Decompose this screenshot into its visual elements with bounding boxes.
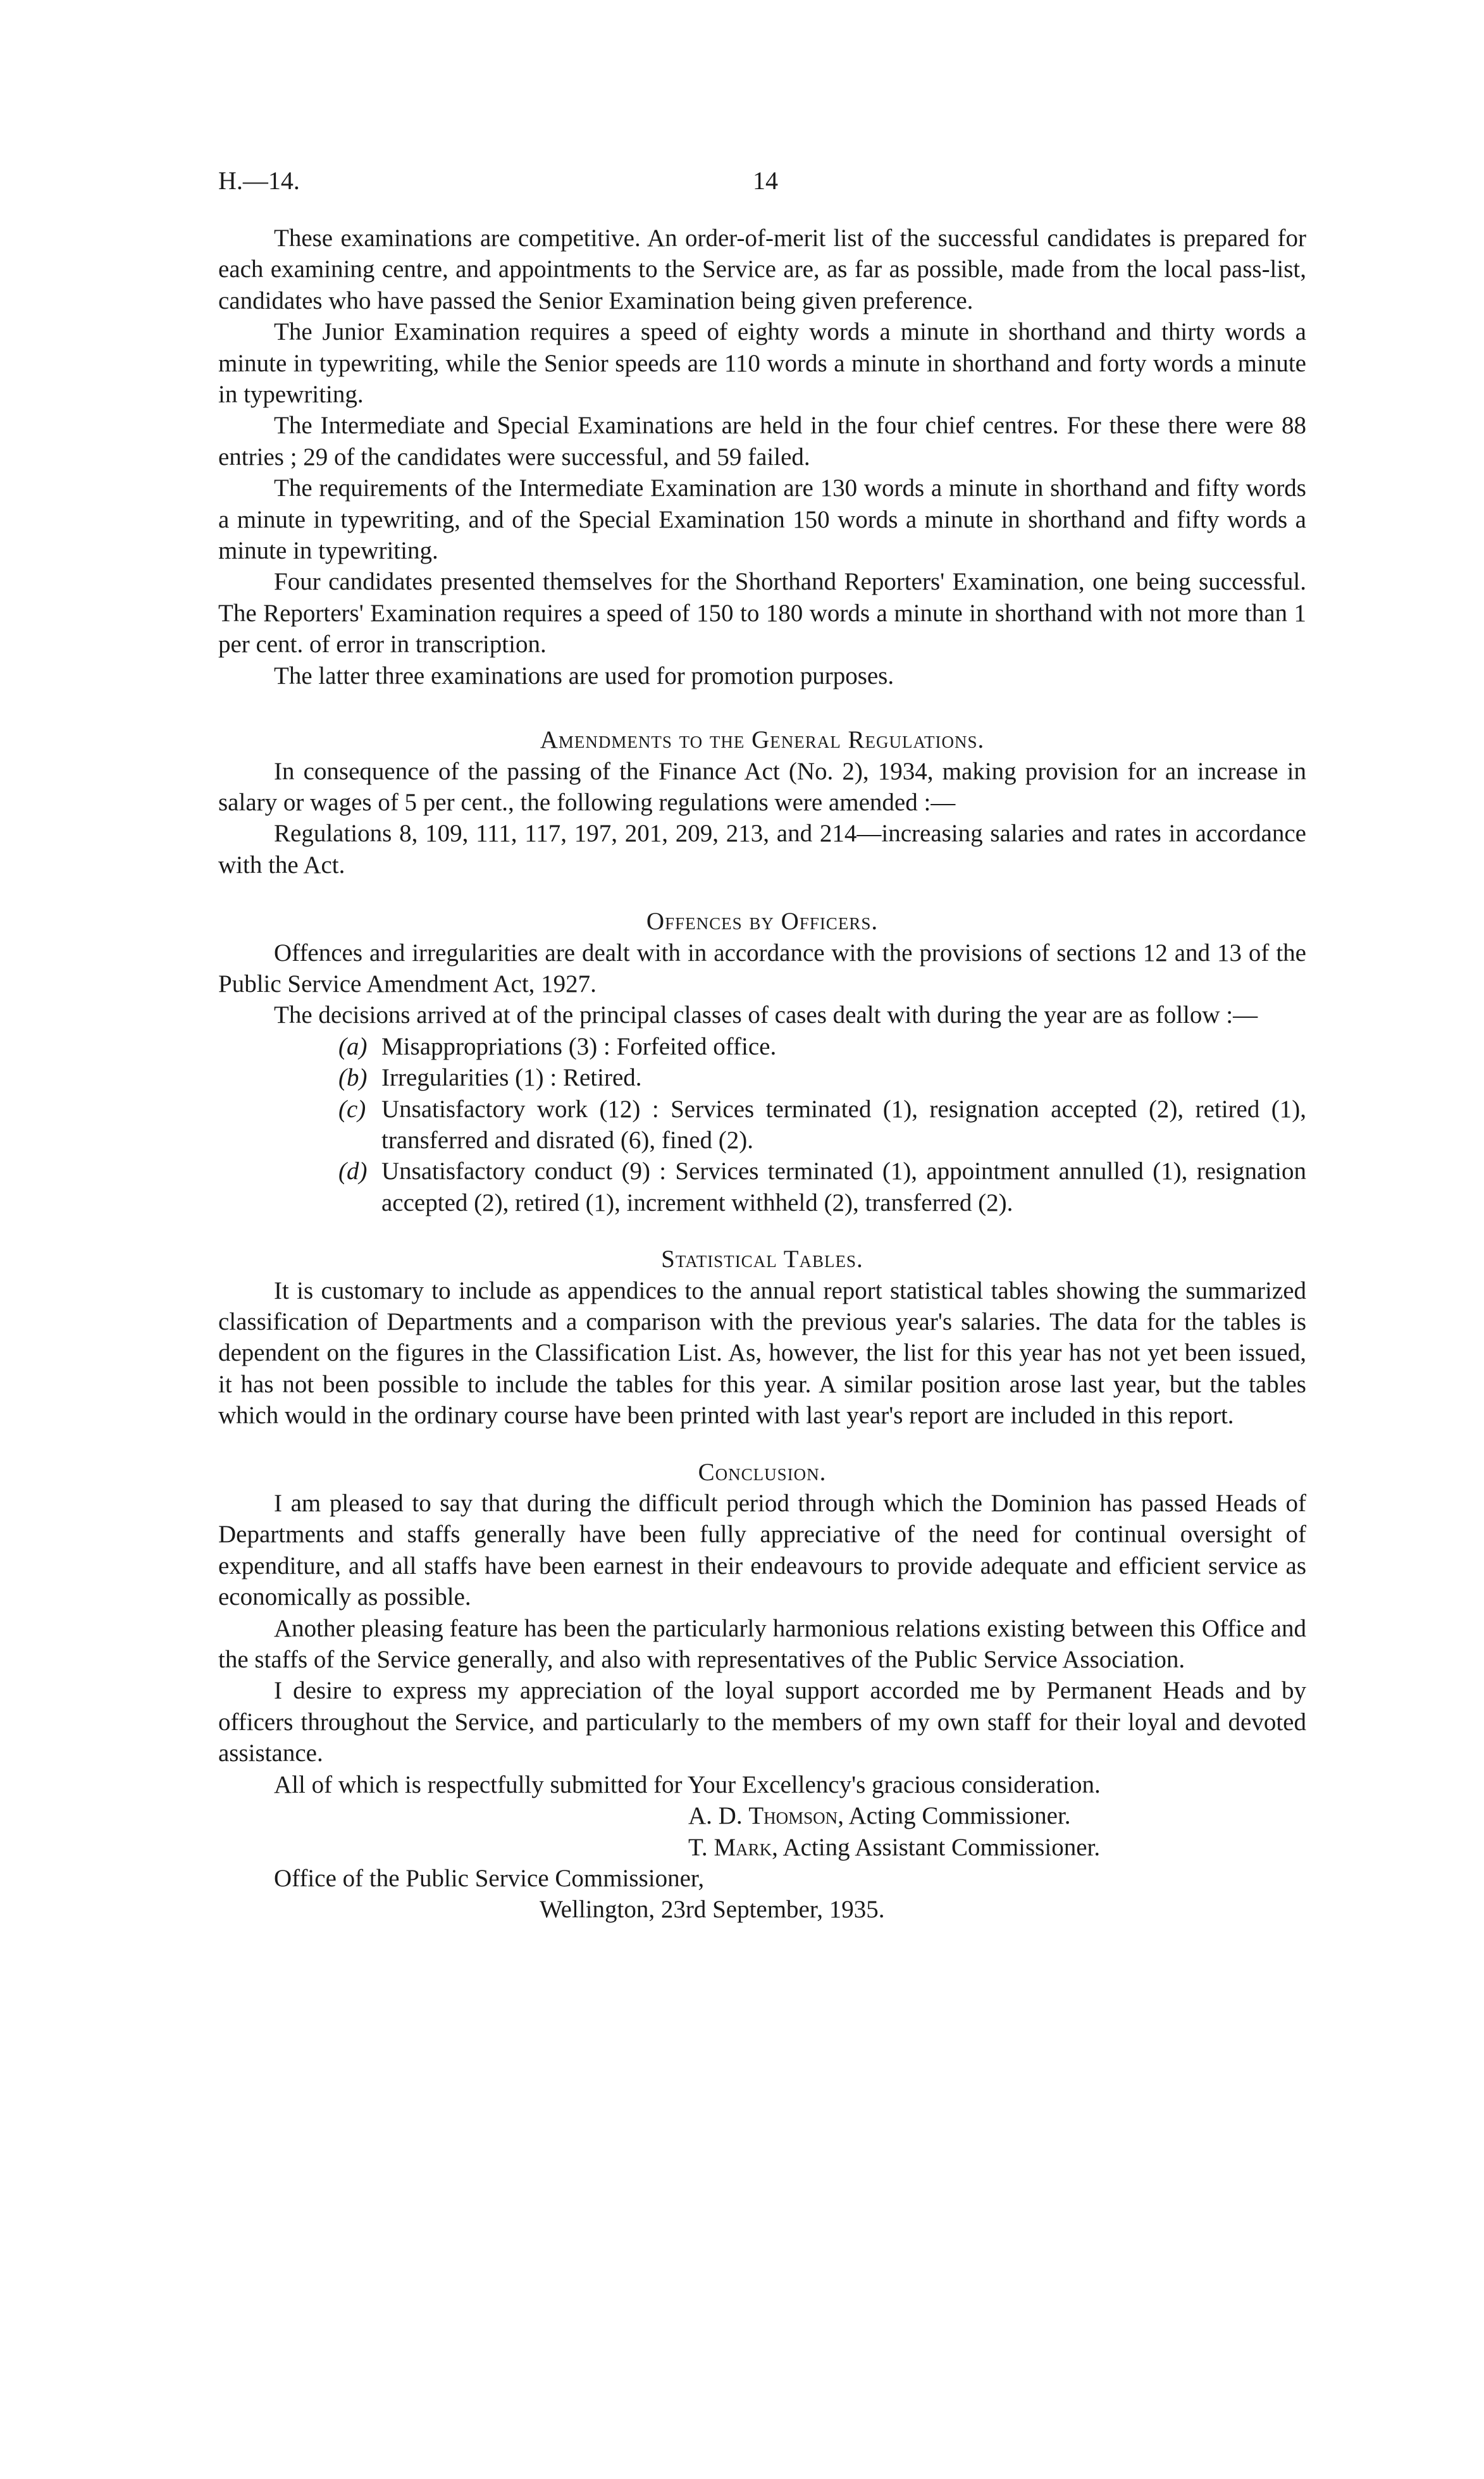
paragraph: The latter three examinations are used for promotion purposes. — [274, 662, 894, 689]
paragraph: It is customary to include as appendices to the annual report statistical tables showing the summarized classification of Departments and a comparison with the previous year's salaries. The data for the tables is dependent on the figures in the Classification List. As, however, the list for this year has not yet been issued, it has not been possible to include the tables for this year. A similar position arose last year, but the tables which would in the ordinary course have been printed with last year's report are included in this report. — [218, 1277, 1306, 1430]
signatory-surname: Thomson — [748, 1802, 838, 1830]
list-item-text: Irregularities (1) : Retired. — [381, 1064, 642, 1092]
paragraph: The decisions arrived at of the principal classes of cases dealt with during the year are as follow :— — [274, 1001, 1258, 1029]
list-item — [218, 1156, 1306, 1218]
paragraph: The requirements of the Intermediate Examination are 130 words a minute in shorthand and fifty words a minute in typewriting, and of the Special Examination 150 words a minute in shorthand and fifty words a minute in typewriting. — [218, 474, 1306, 565]
office-address: Office of the Public Service Commissioner, — [274, 1864, 705, 1892]
list-item — [218, 1094, 1306, 1156]
report-reference: H.—14. — [218, 166, 300, 195]
paragraph: Four candidates presented themselves for the Shorthand Reporters' Examination, one being successful. The Reporters' Examination requires a speed of 150 to 180 words a minute in shorthand with not more than 1 per cent. of error in transcription. — [218, 568, 1306, 658]
signature-line — [218, 1832, 1306, 1863]
section-heading-statistical: Statistical Tables. — [661, 1246, 863, 1273]
paragraph: I desire to express my appreciation of the loyal support accorded me by Permanent Heads and by officers throughout the Service, and particularly to the members of my own staff for their loyal and devoted assistance. — [218, 1677, 1306, 1767]
paragraph: These examinations are competitive. An order-of-merit list of the successful candidates is prepared for each examining centre, and appointments to the Service are, as far as possible, made from the local pass-list, candidates who have passed the Senior Examination being given preference. — [218, 225, 1306, 314]
list-item-text: Unsatisfactory conduct (9) : Services terminated (1), appointment annulled (1), resignation accepted (2), retired (1), increment withheld (2), transferred (2). — [381, 1158, 1306, 1216]
list-item-label: (c) — [338, 1095, 366, 1123]
list-item-label: (a) — [338, 1032, 368, 1060]
paragraph: Offences and irregularities are dealt with in accordance with the provisions of sections 12 and 13 of the Public Service Amendment Act, 1927. — [218, 939, 1306, 998]
paragraph: In consequence of the passing of the Finance Act (No. 2), 1934, making provision for an increase in salary or wages of 5 per cent., the following regulations were amended :— — [218, 757, 1306, 816]
signatory-initials: A. D. — [688, 1802, 743, 1830]
signatory-title: , Acting Assistant Commissioner. — [772, 1833, 1101, 1861]
paragraph: The Intermediate and Special Examinations are held in the four chief centres. For these there were 88 entries ; 29 of the candidates were successful, and 59 failed. — [218, 412, 1306, 471]
list-item-text: Unsatisfactory work (12) : Services terminated (1), resignation accepted (2), retired (1), transferred and disrated (6), fined (2). — [381, 1095, 1306, 1154]
list-item-text: Misappropriations (3) : Forfeited office. — [381, 1032, 777, 1060]
place-and-date: Wellington, 23rd September, 1935. — [540, 1896, 885, 1924]
page-header — [218, 166, 1307, 204]
paragraph: The Junior Examination requires a speed of eighty words a minute in shorthand and thirty words a minute in typewriting, while the Senior speeds are 110 words a minute in shorthand and forty words a minute in typewriting. — [218, 318, 1306, 409]
paragraph: Another pleasing feature has been the particularly harmonious relations existing between this Office and the staffs of the Service generally, and also with representatives of the Public Service Association. — [218, 1614, 1306, 1674]
signatory-initials: T. — [688, 1833, 708, 1861]
signatory-title: , Acting Commissioner. — [838, 1802, 1071, 1830]
signatory-surname: Mark — [714, 1833, 772, 1861]
page-number: 14 — [753, 166, 778, 195]
section-heading-amendments: Amendments to the General Regulations. — [540, 726, 985, 754]
list-item — [218, 1031, 1306, 1062]
paragraph: I am pleased to say that during the difficult period through which the Dominion has passed Heads of Departments and staffs generally have been fully appreciative of the need for continual oversight of expenditure, and all staffs have been earnest in their endeavours to provide adequate and efficient service as economically as possible. — [218, 1490, 1306, 1611]
paragraph: All of which is respectfully submitted for Your Excellency's gracious consideration. — [274, 1771, 1101, 1798]
offences-list — [218, 1031, 1306, 1218]
list-item — [218, 1062, 1306, 1093]
signature-line — [218, 1800, 1306, 1831]
section-heading-offences: Offences by Officers. — [646, 908, 879, 936]
paragraph: Regulations 8, 109, 111, 117, 197, 201, 209, 213, and 214—increasing salaries and rates in accordance with the Act. — [218, 820, 1306, 879]
section-heading-conclusion: Conclusion. — [698, 1458, 827, 1486]
list-item-label: (d) — [338, 1158, 368, 1185]
body-text — [218, 223, 1306, 1926]
list-item-label: (b) — [338, 1064, 368, 1092]
